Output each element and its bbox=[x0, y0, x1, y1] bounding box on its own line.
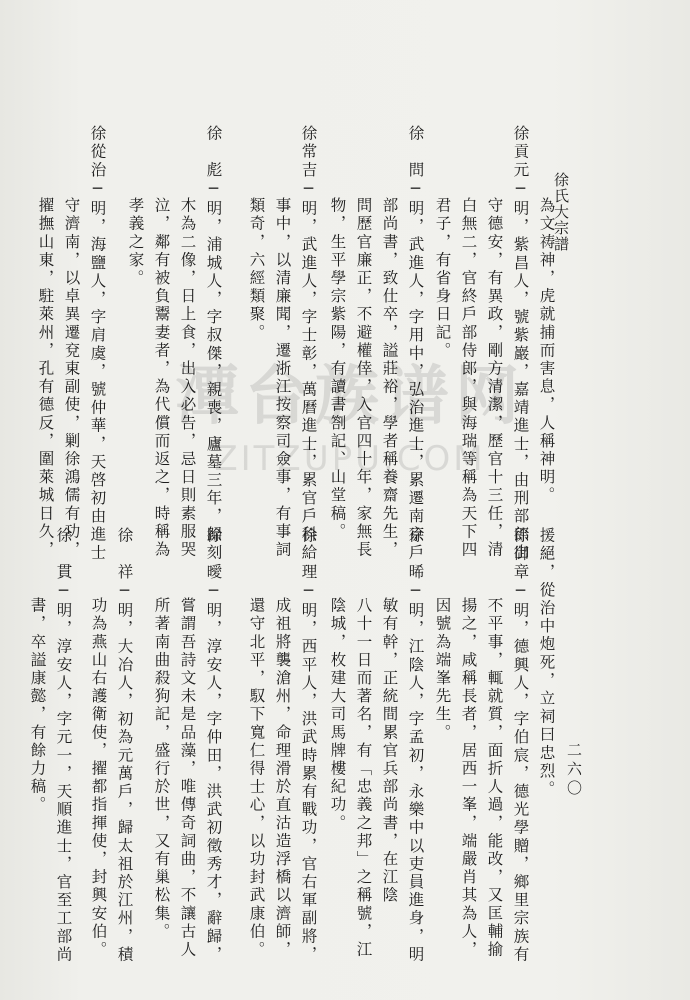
text-column: 類奇，六經類聚。 bbox=[247, 197, 266, 342]
text-column: 徐御章─明，德興人，字伯宸，德光學贈，鄉里宗族有 bbox=[511, 527, 530, 964]
watermark-cn: 潭台族谱网 bbox=[175, 360, 525, 434]
text-column: 徐 彪─明，浦城人，字叔傑，親喪，廬墓三年，歸刻 bbox=[204, 125, 223, 562]
text-column: 徐 貫─明，淳安人，字元一，天順進士，官至工部尚 bbox=[54, 527, 73, 964]
text-column: 徐貢元─明，紫昌人，號紫巖，嘉靖進士，由刑部郎出 bbox=[511, 125, 530, 562]
page-number: 二六〇 bbox=[565, 742, 583, 799]
text-column: 還守北平，馭下寬仁得士心，以功封武康伯。 bbox=[247, 597, 266, 959]
text-column: 守德安，有異政，剛方清潔，歷官十三任，清 bbox=[485, 197, 504, 559]
text-column: 徐 理─明，西平人，洪武時累有戰功，官右軍副將， bbox=[299, 527, 318, 964]
text-column: 功為燕山右護衛使，擢都指揮使，封興安伯。 bbox=[89, 597, 108, 959]
text-column: 徐 祥─明，大冶人，初為元萬戶，歸太祖於江州，積 bbox=[115, 527, 134, 964]
text-column: 孝義之家。 bbox=[126, 197, 145, 288]
text-column: 木為二像，日上食，出入必告，忌日則素服哭 bbox=[178, 197, 197, 559]
page-header: 徐氏大宗譜 bbox=[552, 172, 570, 252]
text-column: 君子，有省身日記。 bbox=[433, 197, 452, 360]
text-column: 守濟南，以卓異遷兗東副使，剿徐鴻儒有功， bbox=[62, 197, 81, 559]
text-column: 成祖將襲滄州，命理滑於直沽造浮橋以濟師， bbox=[273, 597, 292, 959]
text-column: 擢撫山東，駐萊州，孔有德反，圍萊城日久， bbox=[36, 197, 55, 559]
text-column: 白無二，官終戶部侍郎，與海瑞等稱為天下四 bbox=[459, 197, 478, 559]
text-column: 八十一日而著名，有「忠義之邦」之稱號，江 bbox=[354, 597, 373, 959]
text-column: 不平事，輒就質，面折人過，能改，又匡輔揄 bbox=[485, 597, 504, 959]
text-column: 書，卒謚康懿，有餘力稿。 bbox=[28, 597, 47, 815]
text-column: 為文祷神，虎就捕而害息，人稱神明。 bbox=[537, 197, 556, 505]
text-column: 部尚書，致仕卒，謚莊裕，學者稱養齋先生， bbox=[380, 197, 399, 559]
text-column: 物，生平學宗紫陽，有讀書劄記、山堂稿。 bbox=[328, 197, 347, 541]
text-column: 敏有幹，正統間累官兵部尚書，在江陰 bbox=[380, 597, 399, 905]
text-column: 徐從治─明，海鹽人，字肩虞，號仲華，天啓初由進士 bbox=[88, 125, 107, 562]
text-column: 所著南曲殺狗記，盛行於世，又有巢松集。 bbox=[152, 597, 171, 941]
text-column: 事中，以清廉聞，遷浙江按察司僉事，有事詞 bbox=[273, 197, 292, 559]
text-column: 徐 問─明，武進人，字用中，弘治進士，累遷南京戶 bbox=[406, 125, 425, 562]
watermark-en: ZITZUPU.COM bbox=[214, 439, 486, 479]
text-column: 因號為端峯先生。 bbox=[433, 597, 452, 742]
text-column: 泣，鄰有被負鬻妻者，為代償而返之，時稱為 bbox=[152, 197, 171, 559]
text-column: 陰城，枚建大司馬牌樓紀功。 bbox=[328, 597, 347, 833]
text-column: 徐 曖─明，淳安人，字仲田，洪武初徵秀才，辭歸， bbox=[204, 527, 223, 964]
text-column: 嘗謂吾詩文未是品藻，唯傳奇詞曲，不讓古人 bbox=[178, 597, 197, 959]
text-column: 問歷官廉正，不避權倖，入官四十年，家無長 bbox=[354, 197, 373, 559]
text-column: 徐 晞─明，江陰人，字孟初，永樂中以吏員進身，明 bbox=[406, 527, 425, 964]
text-column: 援絕，從治中炮死，立祠曰忠烈。 bbox=[537, 527, 556, 799]
text-column: 揚之，咸稱長者，居西一峯，端嚴肖其為人， bbox=[459, 597, 478, 959]
text-column: 徐常吉─明，武進人，字士彰，萬曆進士，累官戶科給 bbox=[299, 125, 318, 562]
